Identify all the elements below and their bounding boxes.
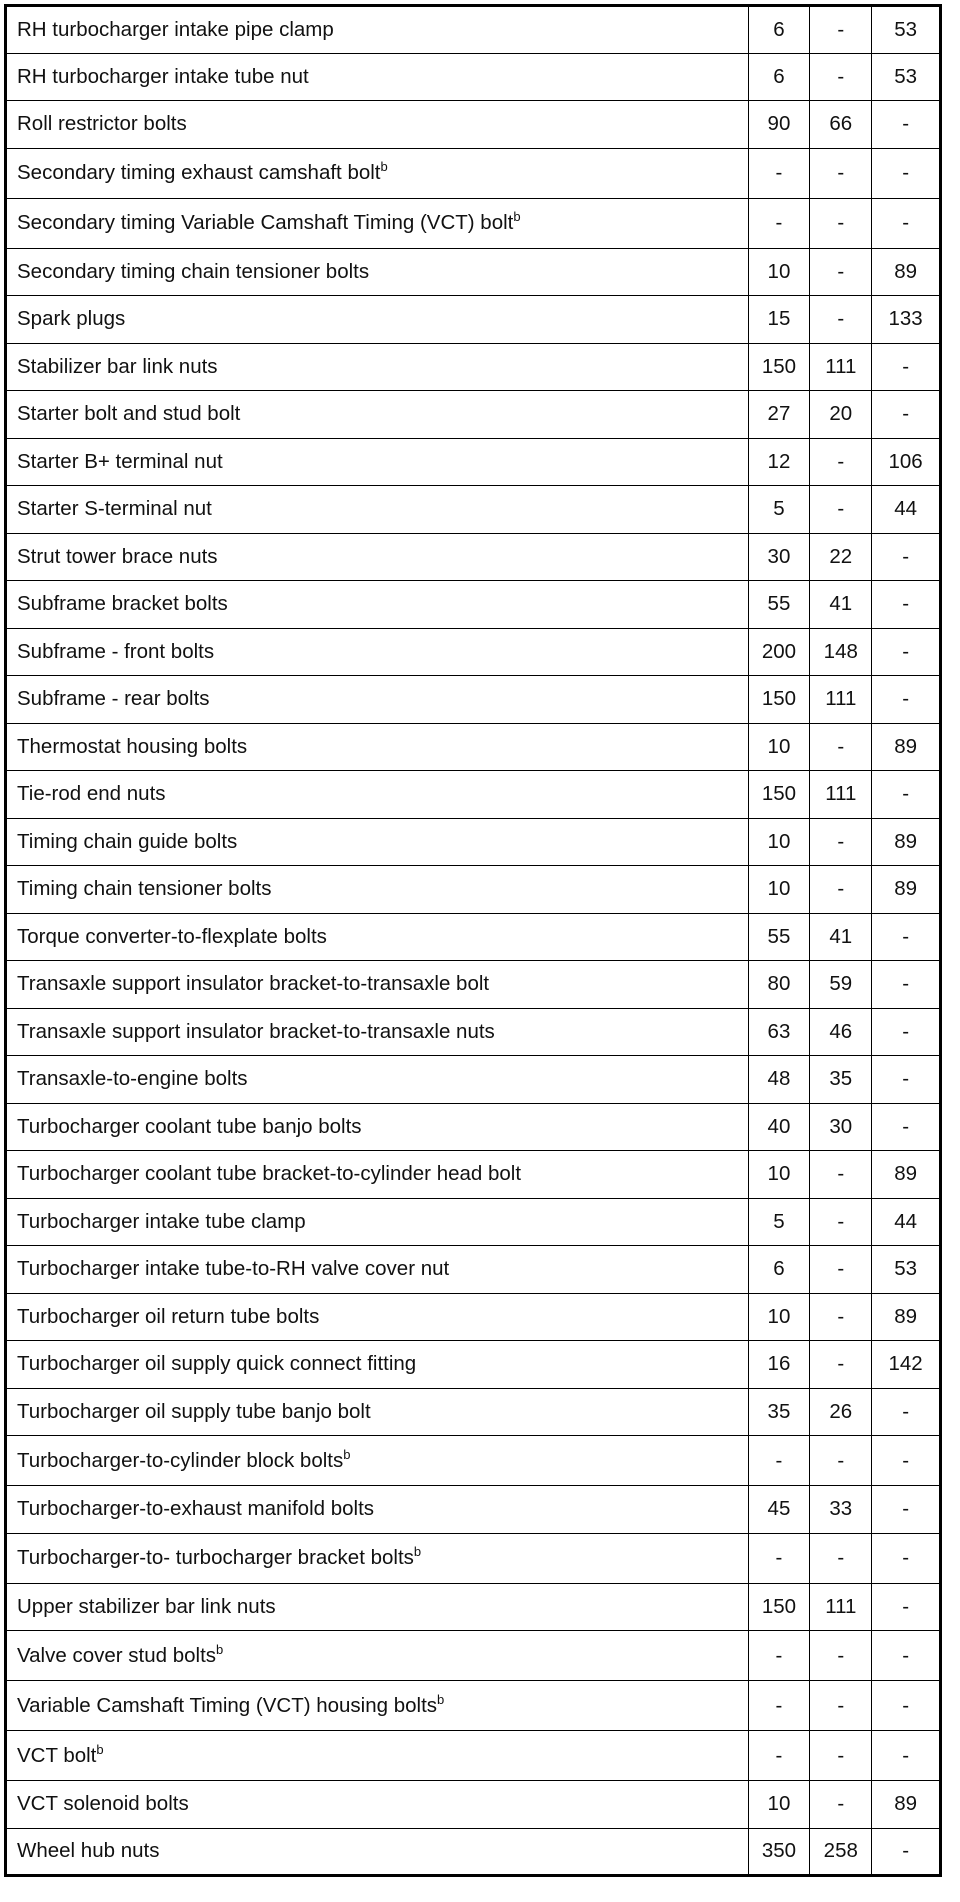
fastener-description-cell <box>6 6 749 54</box>
table-row <box>6 198 941 248</box>
torque-nm-cell: 150 <box>748 343 810 391</box>
table-row <box>6 296 941 344</box>
torque-nm-cell: 10 <box>748 866 810 914</box>
torque-lbin-cell: - <box>872 961 941 1009</box>
fastener-description-cell <box>6 1103 749 1151</box>
fastener-description-cell <box>6 771 749 819</box>
torque-lbin-cell: 44 <box>872 486 941 534</box>
torque-nm-cell: 5 <box>748 486 810 534</box>
torque-lbft-cell: - <box>810 866 872 914</box>
torque-nm-cell: 10 <box>748 1781 810 1829</box>
table-row <box>6 628 941 676</box>
torque-lbft-cell: - <box>810 438 872 486</box>
table-row <box>6 53 941 101</box>
fastener-description-cell <box>6 1008 749 1056</box>
fastener-description-cell <box>6 296 749 344</box>
torque-lbin-cell: 89 <box>872 1293 941 1341</box>
fastener-description-cell <box>6 1198 749 1246</box>
table-row <box>6 771 941 819</box>
torque-lbin-cell: 89 <box>872 1781 941 1829</box>
fastener-description: Subframe - front bolts <box>17 639 215 663</box>
torque-lbin-cell: - <box>872 628 941 676</box>
torque-lbin-cell: 106 <box>872 438 941 486</box>
torque-lbin-cell: - <box>872 1731 941 1781</box>
fastener-description: VCT solenoid bolts <box>17 1792 189 1816</box>
torque-nm-cell: - <box>748 1631 810 1681</box>
fastener-description-cell <box>6 533 749 581</box>
fastener-description-cell <box>6 818 749 866</box>
torque-nm-cell: - <box>748 1436 810 1486</box>
torque-nm-cell: 80 <box>748 961 810 1009</box>
fastener-description-cell <box>6 1828 749 1876</box>
torque-lbin-cell: 89 <box>872 1151 941 1199</box>
fastener-description-cell <box>6 866 749 914</box>
torque-lbft-cell: 41 <box>810 913 872 961</box>
torque-lbft-cell: - <box>810 148 872 198</box>
torque-lbft-cell: 20 <box>810 391 872 439</box>
torque-lbft-cell: - <box>810 486 872 534</box>
table-row <box>6 818 941 866</box>
torque-lbft-cell: 111 <box>810 1583 872 1631</box>
torque-nm-cell: 350 <box>748 1828 810 1876</box>
fastener-description-cell <box>6 101 749 149</box>
torque-nm-cell: 6 <box>748 53 810 101</box>
table-row <box>6 148 941 198</box>
torque-lbft-cell: - <box>810 1151 872 1199</box>
torque-nm-cell: 45 <box>748 1486 810 1534</box>
torque-lbin-cell: - <box>872 1388 941 1436</box>
table-row <box>6 1056 941 1104</box>
table-row <box>6 1828 941 1876</box>
torque-nm-cell: 90 <box>748 101 810 149</box>
table-row <box>6 343 941 391</box>
torque-lbin-cell: - <box>872 581 941 629</box>
torque-lbin-cell: 133 <box>872 296 941 344</box>
torque-nm-cell: 35 <box>748 1388 810 1436</box>
torque-lbft-cell: - <box>810 1631 872 1681</box>
table-row <box>6 1631 941 1681</box>
fastener-description-cell <box>6 1631 749 1681</box>
torque-nm-cell: 55 <box>748 581 810 629</box>
table-row <box>6 6 941 54</box>
torque-lbft-cell: - <box>810 248 872 296</box>
table-row <box>6 101 941 149</box>
fastener-description-cell <box>6 438 749 486</box>
torque-lbft-cell: 33 <box>810 1486 872 1534</box>
torque-nm-cell: 150 <box>748 676 810 724</box>
table-row <box>6 1781 941 1829</box>
torque-nm-cell: - <box>748 1681 810 1731</box>
torque-nm-cell: 16 <box>748 1341 810 1389</box>
fastener-description: Subframe - rear bolts <box>17 687 210 711</box>
torque-lbft-cell: - <box>810 1731 872 1781</box>
torque-lbin-cell: - <box>872 1056 941 1104</box>
torque-lbin-cell: - <box>872 391 941 439</box>
torque-lbin-cell: - <box>872 1583 941 1631</box>
torque-nm-cell: 63 <box>748 1008 810 1056</box>
fastener-description: Turbocharger oil supply tube banjo bolt <box>17 1399 371 1423</box>
torque-nm-cell: - <box>748 1533 810 1583</box>
fastener-description-cell <box>6 391 749 439</box>
torque-lbft-cell: - <box>810 6 872 54</box>
torque-lbin-cell: - <box>872 533 941 581</box>
fastener-description: Secondary timing chain tensioner bolts <box>17 259 370 283</box>
torque-lbin-cell: - <box>872 148 941 198</box>
fastener-description: RH turbocharger intake pipe clamp <box>17 17 334 41</box>
fastener-description: Stabilizer bar link nuts <box>17 354 218 378</box>
fastener-description: Turbocharger oil supply quick connect fitting <box>17 1352 417 1376</box>
torque-lbft-cell: - <box>810 723 872 771</box>
table-row <box>6 1246 941 1294</box>
fastener-description: Timing chain guide bolts <box>17 829 238 853</box>
torque-lbin-cell: - <box>872 1008 941 1056</box>
footnote-marker: b <box>96 1741 104 1757</box>
fastener-description: Turbocharger-to- turbocharger bracket bolts <box>17 1546 414 1569</box>
table-row <box>6 866 941 914</box>
torque-lbft-cell: 22 <box>810 533 872 581</box>
torque-lbft-cell: - <box>810 1246 872 1294</box>
torque-nm-cell: 10 <box>748 723 810 771</box>
torque-lbin-cell: 53 <box>872 6 941 54</box>
torque-lbin-cell: - <box>872 913 941 961</box>
torque-nm-cell: 150 <box>748 771 810 819</box>
torque-lbft-cell: 59 <box>810 961 872 1009</box>
table-row <box>6 438 941 486</box>
fastener-description: Torque converter-to-flexplate bolts <box>17 924 327 948</box>
table-row <box>6 581 941 629</box>
fastener-description-cell <box>6 198 749 248</box>
torque-lbft-cell: 35 <box>810 1056 872 1104</box>
fastener-description: Turbocharger coolant tube bracket-to-cylinder head bolt <box>17 1162 522 1186</box>
torque-lbft-cell: 148 <box>810 628 872 676</box>
fastener-description-cell <box>6 1781 749 1829</box>
fastener-description: Starter S-terminal nut <box>17 497 212 521</box>
torque-lbin-cell: - <box>872 1533 941 1583</box>
table-row <box>6 1341 941 1389</box>
torque-lbft-cell: - <box>810 818 872 866</box>
fastener-description: Thermostat housing bolts <box>17 734 248 758</box>
torque-lbin-cell: 89 <box>872 248 941 296</box>
fastener-description: Wheel hub nuts <box>17 1839 160 1863</box>
torque-lbin-cell: 44 <box>872 1198 941 1246</box>
fastener-description: Turbocharger-to-cylinder block bolts <box>17 1448 344 1472</box>
fastener-description: Upper stabilizer bar link nuts <box>17 1594 276 1618</box>
torque-lbin-cell: - <box>872 1436 941 1486</box>
fastener-description-cell <box>6 1388 749 1436</box>
footnote-marker: b <box>343 1446 351 1462</box>
torque-lbft-cell: 26 <box>810 1388 872 1436</box>
torque-nm-cell: 12 <box>748 438 810 486</box>
torque-lbft-cell: - <box>810 1341 872 1389</box>
torque-lbft-cell: 66 <box>810 101 872 149</box>
fastener-description-cell <box>6 53 749 101</box>
torque-nm-cell: - <box>748 148 810 198</box>
fastener-description-cell <box>6 1436 749 1486</box>
table-row <box>6 723 941 771</box>
torque-lbft-cell: 258 <box>810 1828 872 1876</box>
table-row <box>6 1008 941 1056</box>
torque-lbin-cell: 53 <box>872 1246 941 1294</box>
table-row <box>6 913 941 961</box>
fastener-description-cell <box>6 248 749 296</box>
torque-lbft-cell: 111 <box>810 343 872 391</box>
torque-nm-cell: 55 <box>748 913 810 961</box>
fastener-description: Turbocharger-to-exhaust manifold bolts <box>17 1497 375 1521</box>
fastener-description: Transaxle-to-engine bolts <box>17 1067 248 1091</box>
fastener-description: Starter bolt and stud bolt <box>17 402 241 426</box>
torque-nm-cell: 40 <box>748 1103 810 1151</box>
fastener-description-cell <box>6 913 749 961</box>
footnote-marker: b <box>437 1691 445 1707</box>
footnote-marker: b <box>513 209 521 224</box>
table-row <box>6 1583 941 1631</box>
fastener-description: Turbocharger intake tube-to-RH valve cover nut <box>17 1257 450 1281</box>
fastener-description: Turbocharger intake tube clamp <box>17 1209 306 1233</box>
fastener-description: Variable Camshaft Timing (VCT) housing bolts <box>17 1693 438 1717</box>
torque-lbft-cell: 46 <box>810 1008 872 1056</box>
fastener-description-cell <box>6 1293 749 1341</box>
torque-nm-cell: 150 <box>748 1583 810 1631</box>
fastener-description: Transaxle support insulator bracket-to-transaxle bolt <box>17 972 490 996</box>
fastener-description: VCT bolt <box>17 1743 97 1767</box>
torque-lbin-cell: - <box>872 1103 941 1151</box>
table-row <box>6 961 941 1009</box>
fastener-description: Transaxle support insulator bracket-to-transaxle nuts <box>17 1019 495 1043</box>
torque-lbft-cell: - <box>810 1293 872 1341</box>
torque-lbin-cell: - <box>872 343 941 391</box>
table-row <box>6 1103 941 1151</box>
torque-lbft-cell: - <box>810 198 872 248</box>
fastener-description: Tie-rod end nuts <box>17 782 166 806</box>
fastener-description: Secondary timing exhaust camshaft bolt <box>17 161 381 184</box>
torque-lbin-cell: 89 <box>872 723 941 771</box>
fastener-description-cell <box>6 961 749 1009</box>
torque-lbin-cell: - <box>872 1631 941 1681</box>
torque-lbft-cell: - <box>810 296 872 344</box>
torque-spec-table-body <box>6 6 941 1876</box>
fastener-description: Turbocharger coolant tube banjo bolts <box>17 1114 362 1138</box>
torque-lbin-cell: - <box>872 198 941 248</box>
torque-nm-cell: 10 <box>748 818 810 866</box>
torque-nm-cell: 48 <box>748 1056 810 1104</box>
torque-lbin-cell: 142 <box>872 1341 941 1389</box>
table-row <box>6 1198 941 1246</box>
torque-nm-cell: 10 <box>748 248 810 296</box>
fastener-description: Roll restrictor bolts <box>17 112 187 136</box>
table-row <box>6 1486 941 1534</box>
fastener-description: Timing chain tensioner bolts <box>17 877 272 901</box>
fastener-description-cell <box>6 1151 749 1199</box>
fastener-description-cell <box>6 1056 749 1104</box>
torque-nm-cell: 10 <box>748 1151 810 1199</box>
fastener-description: Spark plugs <box>17 307 126 331</box>
torque-nm-cell: 15 <box>748 296 810 344</box>
torque-lbft-cell: - <box>810 1533 872 1583</box>
torque-nm-cell: 27 <box>748 391 810 439</box>
torque-lbin-cell: 53 <box>872 53 941 101</box>
fastener-description-cell <box>6 676 749 724</box>
table-row <box>6 1388 941 1436</box>
torque-nm-cell: 30 <box>748 533 810 581</box>
table-row <box>6 1681 941 1731</box>
torque-spec-table <box>4 4 942 1877</box>
fastener-description: Starter B+ terminal nut <box>17 449 223 473</box>
torque-lbft-cell: 111 <box>810 771 872 819</box>
fastener-description-cell <box>6 1731 749 1781</box>
torque-lbin-cell: 89 <box>872 818 941 866</box>
table-row <box>6 1436 941 1486</box>
fastener-description-cell <box>6 581 749 629</box>
fastener-description: RH turbocharger intake tube nut <box>17 64 309 88</box>
table-row <box>6 533 941 581</box>
torque-lbft-cell: - <box>810 1436 872 1486</box>
torque-lbin-cell: - <box>872 771 941 819</box>
fastener-description-cell <box>6 1583 749 1631</box>
table-row <box>6 391 941 439</box>
torque-lbin-cell: - <box>872 101 941 149</box>
torque-lbin-cell: - <box>872 1828 941 1876</box>
torque-nm-cell: 10 <box>748 1293 810 1341</box>
torque-lbft-cell: 30 <box>810 1103 872 1151</box>
fastener-description: Subframe bracket bolts <box>17 592 228 616</box>
fastener-description: Strut tower brace nuts <box>17 544 218 568</box>
table-row <box>6 1533 941 1583</box>
fastener-description-cell <box>6 628 749 676</box>
torque-lbin-cell: - <box>872 1681 941 1731</box>
fastener-description: Valve cover stud bolts <box>17 1643 217 1667</box>
fastener-description-cell <box>6 343 749 391</box>
torque-nm-cell: 200 <box>748 628 810 676</box>
torque-lbft-cell: - <box>810 1781 872 1829</box>
table-row <box>6 676 941 724</box>
torque-lbft-cell: 111 <box>810 676 872 724</box>
footnote-marker: b <box>216 1641 224 1657</box>
torque-lbin-cell: - <box>872 676 941 724</box>
torque-nm-cell: - <box>748 1731 810 1781</box>
table-row <box>6 1293 941 1341</box>
torque-lbin-cell: - <box>872 1486 941 1534</box>
torque-nm-cell: 6 <box>748 1246 810 1294</box>
fastener-description-cell <box>6 1341 749 1389</box>
footnote-marker: b <box>380 159 388 174</box>
table-row <box>6 486 941 534</box>
table-row <box>6 1151 941 1199</box>
torque-lbft-cell: - <box>810 53 872 101</box>
torque-nm-cell: 6 <box>748 6 810 54</box>
table-row <box>6 248 941 296</box>
torque-nm-cell: 5 <box>748 1198 810 1246</box>
torque-nm-cell: - <box>748 198 810 248</box>
torque-lbft-cell: 41 <box>810 581 872 629</box>
torque-lbin-cell: 89 <box>872 866 941 914</box>
footnote-marker: b <box>413 1544 422 1559</box>
fastener-description: Turbocharger oil return tube bolts <box>17 1304 320 1328</box>
fastener-description-cell <box>6 1533 749 1583</box>
torque-lbft-cell: - <box>810 1198 872 1246</box>
fastener-description-cell <box>6 723 749 771</box>
fastener-description-cell <box>6 148 749 198</box>
torque-lbft-cell: - <box>810 1681 872 1731</box>
fastener-description: Secondary timing Variable Camshaft Timing (VCT) bolt <box>17 211 514 234</box>
fastener-description-cell <box>6 1681 749 1731</box>
fastener-description-cell <box>6 486 749 534</box>
fastener-description-cell <box>6 1246 749 1294</box>
fastener-description-cell <box>6 1486 749 1534</box>
table-row <box>6 1731 941 1781</box>
